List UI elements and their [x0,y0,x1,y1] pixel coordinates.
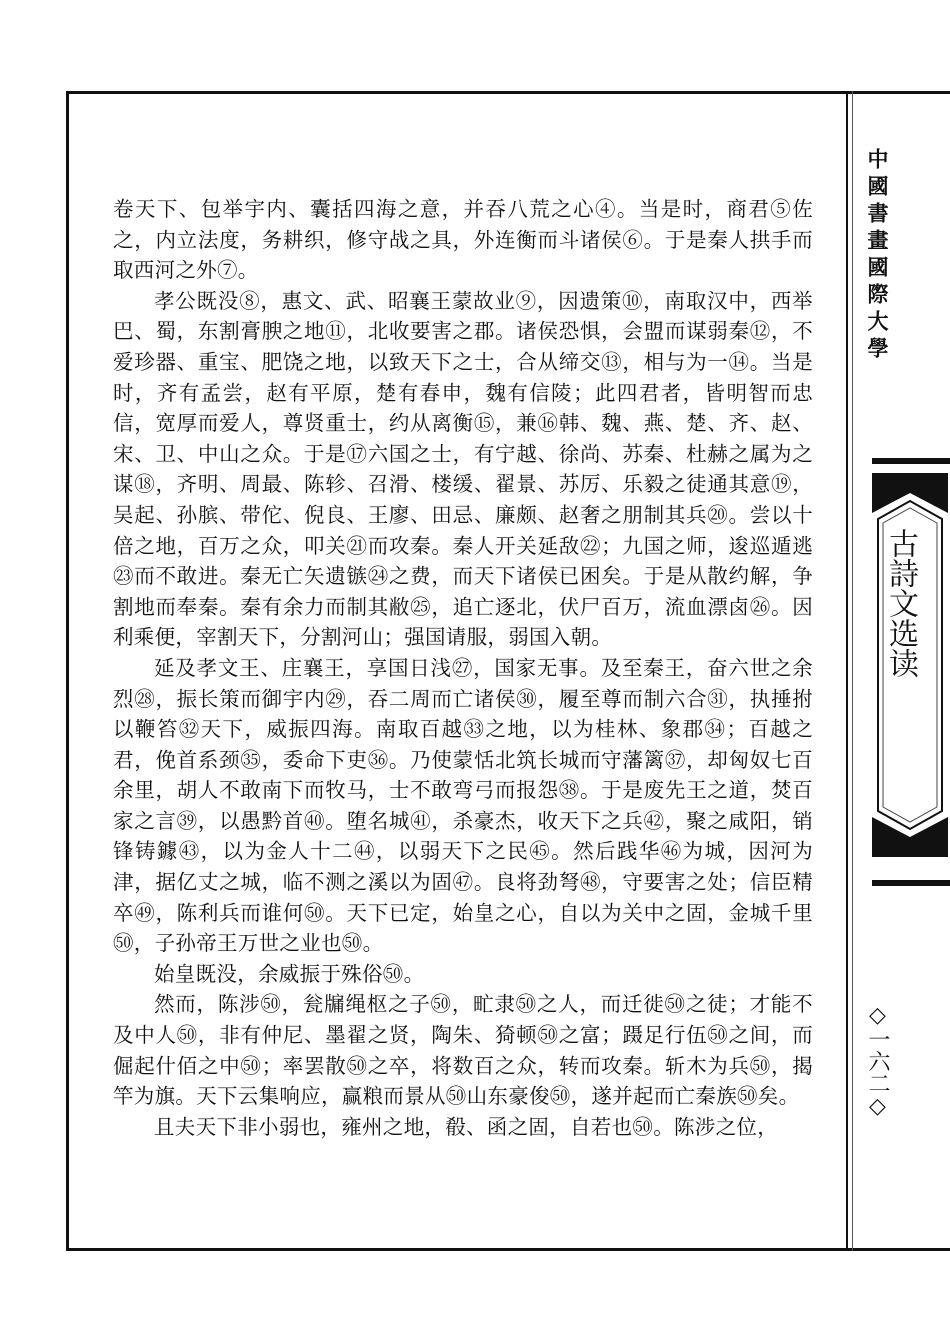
banner-bottom-bar [872,880,950,886]
banner-top-bar [872,458,950,464]
paragraph: 卷天下、包举宇内、囊括四海之意，并吞八荒之心④。当是时，商君⑤佐之，内立法度，务耕织，修守战之具，外连衡而斗诸侯⑥。于是秦人拱手而取西河之外⑦。 [113,197,813,283]
sidebar-divider [846,91,848,1251]
paragraph: 孝公既没⑧，惠文、武、昭襄王蒙故业⑨，因遗策⑩，南取汉中，西举巴、蜀，东割膏腴之地⑪，北收要害之郡。诸侯恐惧，会盟而谋弱秦⑫，不爱珍器、重宝、肥饶之地，以致天下之士，合从缔交⑬，相与为一⑭。当是时，齐有孟尝，赵有平原，楚有春申，魏有信陵；此四君者，皆明智而忠信，宽厚而爱人，尊贤重士，约从离衡⑮，兼⑯韩、魏、燕、楚、齐、赵、宋、卫、中山之众。于是⑰六国之士，有宁越、徐尚、苏秦、杜赫之属为之谋⑱，齐明、周最、陈轸、召滑、楼缓、翟景、苏厉、乐毅之徒通其意⑲，吴起、孙膑、带佗、倪良、王廖、田忌、廉颇、赵奢之朋制其兵⑳。尝以十倍之地，百万之众，叩关㉑而攻秦。秦人开关延敌㉒；九国之师，逡巡遁逃㉓而不敢进。秦无亡矢遗镞㉔之费，而天下诸侯已困矣。于是从散约解，争割地而奉秦。秦有余力而制其敝㉕，追亡逐北，伏尸百万，流血漂卤㉖。因利乘便，宰割天下，分割河山；强国请服，弱国入朝。 [113,288,813,650]
university-title: 中國書畫國際大學 [865,148,890,364]
paragraph: 延及孝文王、庄襄王，享国日浅㉗，国家无事。及至秦王，奋六世之余烈㉘，振长策而御宇内㉙，吞二周而亡诸侯㉚，履至尊而制六合㉛，执捶拊以鞭笞㉜天下，威振四海。南取百越㉝之地，以为桂林、象郡㉞；百越之君，俛首系颈㉟，委命下吏㊱。乃使蒙恬北筑长城而守藩篱㊲，却匈奴七百余里，胡人不敢南下而牧马，士不敢弯弓而报怨㊳。于是废先王之道，焚百家之言㊴，以愚黔首㊵。堕名城㊶，杀豪杰，收天下之兵㊷，聚之咸阳，销锋铸鐻㊸，以为金人十二㊹，以弱天下之民㊺。然后践华㊻为城，因河为津，据亿丈之城，临不测之溪以为固㊼。良将劲弩㊽，守要害之处；信臣精卒㊾，陈利兵而谁何㊿。天下已定，始皇之心，自以为关中之固，金城千里㊿，子孙帝王万世之业也㊿。 [113,655,813,956]
section-title: 古詩文选读 [883,528,918,678]
paragraph: 然而，陈涉㊿，瓮牖绳枢之子㊿，甿隶㊿之人，而迁徙㊿之徒；才能不及中人㊿，非有仲尼、墨翟之贤，陶朱、猗顿㊿之富；蹑足行伍㊿之间，而倔起什佰之中㊿；率罢散㊿之卒，将数百之众，转而攻秦。斩木为兵㊿，揭竿为旗。天下云集响应，赢粮而景从㊿山东豪俊㊿，遂并起而亡秦族㊿矣。 [113,992,813,1109]
paragraph: 始皇既没，余威振于殊俗㊿。 [154,961,425,986]
paragraph: 且夫天下非小弱也，雍州之地，殽、函之固，自若也㊿。陈涉之位， [154,1114,778,1139]
page-number: ◇一六二◇ [865,1003,890,1119]
sidebar-divider-inner [852,91,853,1251]
article-body [113,194,813,1142]
